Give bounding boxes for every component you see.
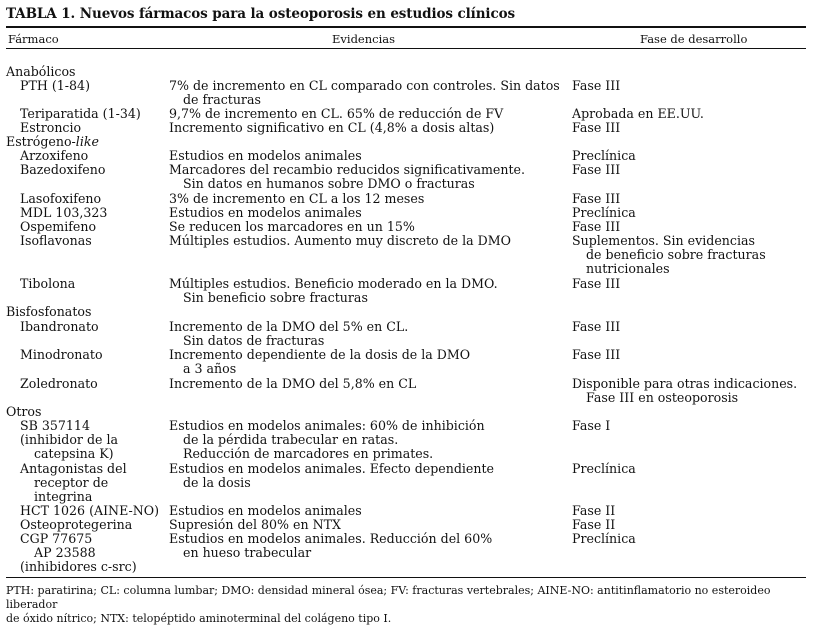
- drug-cell-line: Osteoprotegerina: [20, 517, 133, 532]
- evidence-cell-line: Marcadores del recambio reducidos significativamente.: [169, 162, 525, 177]
- drug-cell-line: Teriparatida (1-34): [20, 106, 141, 121]
- footnote-line-2: de óxido nítrico; NTX: telopéptido aminoterminal del colágeno tipo I.: [6, 612, 392, 625]
- group-otros: Otros: [6, 404, 42, 419]
- phase-cell-line: Fase III: [572, 162, 621, 177]
- evidence-cell-line: Reducción de marcadores en primates.: [183, 446, 434, 462]
- phase-cell-line: Fase III: [572, 347, 621, 362]
- drug-cell-line: Estroncio: [20, 120, 82, 135]
- drug-cell-line: SB 357114: [20, 418, 90, 433]
- phase-cell-line: Preclínica: [572, 148, 636, 163]
- phase-cell-line: Fase III en osteoporosis: [586, 390, 739, 406]
- drug-cell-line: Zoledronato: [20, 376, 98, 391]
- evidence-cell-line: Sin beneficio sobre fracturas: [183, 290, 368, 306]
- phase-cell-line: Fase III: [572, 78, 621, 93]
- phase-cell-line: Preclínica: [572, 205, 636, 220]
- header-evidence: Evidencias: [332, 32, 396, 46]
- evidence-cell-line: Sin datos en humanos sobre DMO o fracturas: [183, 176, 475, 192]
- header-phase: Fase de desarrollo: [640, 32, 748, 46]
- drug-cell-line: Isoflavonas: [20, 233, 92, 248]
- evidence-cell-line: Incremento significativo en CL (4,8% a dosis altas): [169, 120, 495, 135]
- group-estrogeno-prefix: Estrógeno-: [6, 134, 76, 149]
- phase-cell-line: Fase III: [572, 276, 621, 291]
- evidence-cell-line: Estudios en modelos animales: 60% de inhibición: [169, 418, 485, 433]
- evidence-cell-line: Incremento de la DMO del 5% en CL.: [169, 319, 409, 334]
- phase-cell-line: Fase II: [572, 517, 616, 532]
- drug-cell-line: MDL 103,323: [20, 205, 108, 220]
- drug-cell-line: Antagonistas del: [20, 461, 127, 476]
- phase-cell-line: Disponible para otras indicaciones.: [572, 376, 798, 391]
- phase-cell-line: Fase I: [572, 418, 611, 433]
- drug-cell-line: catepsina K): [34, 446, 114, 462]
- phase-cell-line: Fase II: [572, 503, 616, 518]
- phase-cell-line: nutricionales: [586, 261, 670, 277]
- drug-cell-line: (inhibidor de la: [20, 432, 119, 448]
- drug-cell-line: (inhibidores c-src): [20, 559, 137, 575]
- drug-cell-line: CGP 77675: [20, 531, 93, 546]
- evidence-cell-line: Múltiples estudios. Aumento muy discreto de la DMO: [169, 233, 511, 248]
- drug-cell-line: Lasofoxifeno: [20, 191, 102, 206]
- evidence-cell-line: Se reducen los marcadores en un 15%: [169, 219, 415, 234]
- phase-cell-line: Aprobada en EE.UU.: [572, 106, 704, 121]
- evidence-cell-line: Estudios en modelos animales. Efecto dependiente: [169, 461, 495, 476]
- drug-cell-line: AP 23588: [34, 545, 96, 561]
- evidence-cell-line: Múltiples estudios. Beneficio moderado en la DMO.: [169, 276, 498, 291]
- evidence-cell-line: Estudios en modelos animales. Reducción del 60%: [169, 531, 493, 546]
- evidence-cell-line: en hueso trabecular: [183, 545, 312, 561]
- evidence-cell-line: Sin datos de fracturas: [183, 333, 325, 349]
- table-title: TABLA 1. Nuevos fármacos para la osteoporosis en estudios clínicos: [6, 6, 515, 22]
- drug-cell-line: Ospemifeno: [20, 219, 97, 234]
- evidence-cell-line: 9,7% de incremento en CL. 65% de reducción de FV: [169, 106, 504, 121]
- footnote: [6, 584, 806, 626]
- evidence-cell-line: 3% de incremento en CL a los 12 meses: [169, 191, 425, 206]
- header-drug: Fármaco: [8, 32, 59, 46]
- bottom-rule: [6, 577, 806, 578]
- evidence-cell-line: Incremento dependiente de la dosis de la DMO: [169, 347, 471, 362]
- evidence-cell-line: a 3 años: [183, 361, 237, 377]
- drug-cell-line: Tibolona: [20, 276, 76, 291]
- drug-cell-line: integrina: [34, 489, 93, 505]
- header-rule: [6, 48, 806, 49]
- phase-cell-line: Fase III: [572, 120, 621, 135]
- evidence-cell-line: de fracturas: [183, 92, 261, 108]
- phase-cell-line: Fase III: [572, 191, 621, 206]
- drug-cell-line: Minodronato: [20, 347, 103, 362]
- evidence-cell-line: Estudios en modelos animales: [169, 205, 362, 220]
- evidence-cell-line: de la dosis: [183, 475, 251, 491]
- evidence-cell-line: 7% de incremento en CL comparado con controles. Sin datos: [169, 78, 560, 93]
- phase-cell-line: Fase III: [572, 219, 621, 234]
- group-anabolicos: Anabólicos: [6, 64, 76, 79]
- phase-cell-line: de beneficio sobre fracturas: [586, 247, 766, 263]
- drug-cell-line: Arzoxifeno: [20, 148, 89, 163]
- phase-cell-line: Fase III: [572, 319, 621, 334]
- phase-cell-line: Preclínica: [572, 531, 636, 546]
- drug-cell-line: PTH (1-84): [20, 78, 90, 93]
- footnote-line-1: PTH: paratirina; CL: columna lumbar; DMO: densidad mineral ósea; FV: fracturas vertebrales; AINE-NO: antitinflamatorio no esteroideo liberador: [6, 584, 771, 611]
- evidence-cell-line: Estudios en modelos animales: [169, 148, 362, 163]
- evidence-cell-line: Incremento de la DMO del 5,8% en CL: [169, 376, 417, 391]
- drug-cell-line: Ibandronato: [20, 319, 99, 334]
- evidence-cell-line: Supresión del 80% en NTX: [169, 517, 341, 532]
- evidence-cell-line: Estudios en modelos animales: [169, 503, 362, 518]
- phase-cell-line: Preclínica: [572, 461, 636, 476]
- phase-cell-line: Suplementos. Sin evidencias: [572, 233, 755, 248]
- drug-cell-line: receptor de: [34, 475, 109, 491]
- drug-cell-line: HCT 1026 (AINE-NO): [20, 503, 160, 518]
- group-estrogeno-italic: like: [75, 134, 99, 149]
- drug-cell-line: Bazedoxifeno: [20, 162, 106, 177]
- group-bisfosfonatos: Bisfosfonatos: [6, 304, 92, 319]
- evidence-cell-line: de la pérdida trabecular en ratas.: [183, 432, 399, 448]
- top-rule: [6, 26, 806, 28]
